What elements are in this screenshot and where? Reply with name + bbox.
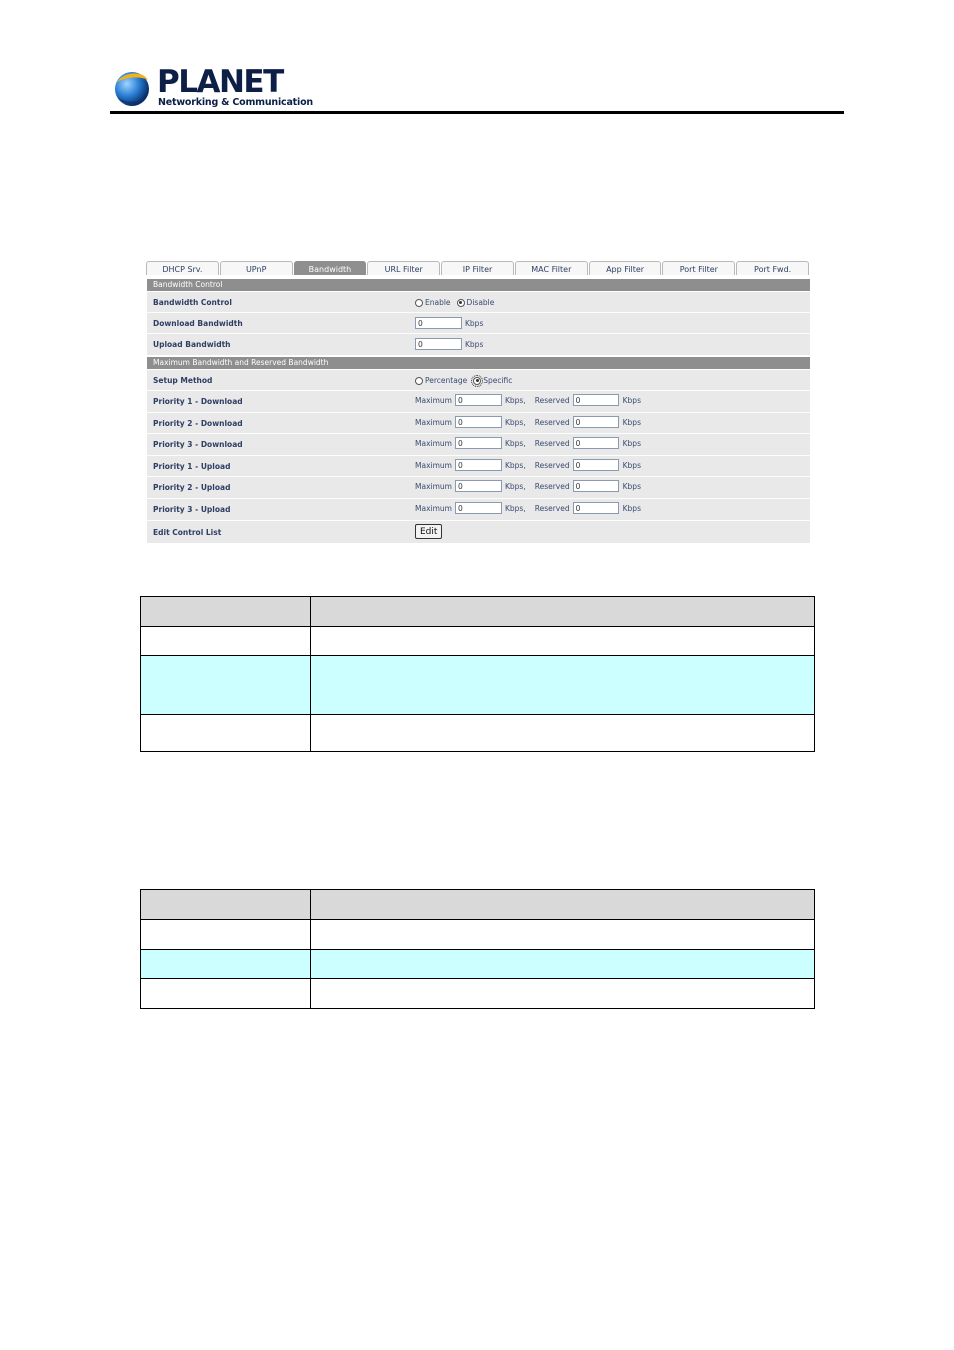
specific-radio[interactable] [473,377,481,385]
row-priority [147,477,810,499]
parameter-table-2 [140,889,815,1009]
reserved-input[interactable] [573,502,619,514]
header-rule [110,111,844,114]
reserved-label: Reserved [534,503,570,513]
table-cell [311,890,815,920]
parameter-table-1 [140,596,815,752]
upload-bandwidth-label: Upload Bandwidth [153,340,231,349]
maximum-label: Maximum [415,481,452,491]
tab-port-fwd[interactable]: Port Fwd. [736,261,809,275]
reserved-label: Reserved [534,460,570,470]
maximum-unit: Kbps, [504,460,526,470]
row-priority [147,499,810,521]
priority-controls [415,416,641,428]
tab-dhcp-srv[interactable]: DHCP Srv. [146,261,219,275]
maximum-input[interactable] [455,437,502,449]
reserved-unit: Kbps [622,460,641,470]
priority-label: Priority 3 - Download [153,440,243,449]
edit-control-list-label: Edit Control List [153,528,222,537]
download-bandwidth-unit: Kbps [465,318,484,328]
row-priority [147,456,810,477]
disable-radio[interactable] [457,299,465,307]
reserved-unit: Kbps [622,395,641,405]
maximum-unit: Kbps, [504,438,526,448]
table-row [141,627,815,656]
reserved-label: Reserved [534,438,570,448]
table-cell [141,597,311,627]
priority-controls [415,459,641,471]
priority-label: Priority 2 - Download [153,419,243,428]
maximum-label: Maximum [415,438,452,448]
reserved-input[interactable] [573,459,619,471]
section-bandwidth-control-header: Bandwidth Control [147,279,810,291]
table-cell [311,656,815,715]
bandwidth-settings-panel [146,261,810,543]
tab-ip-filter[interactable]: IP Filter [441,261,514,275]
reserved-input[interactable] [573,437,619,449]
edit-button[interactable]: Edit [415,524,442,539]
edit-control-list-control [415,524,442,539]
table-cell [311,920,815,950]
row-priority [147,434,810,456]
maximum-label: Maximum [415,395,452,405]
tab-bar [146,261,810,275]
maximum-input[interactable] [455,480,502,492]
tab-app-filter[interactable]: App Filter [589,261,662,275]
reserved-label: Reserved [534,417,570,427]
row-bandwidth-control [147,292,810,313]
download-bandwidth-input[interactable] [415,317,462,329]
table-row [141,715,815,752]
percentage-radio[interactable] [415,377,423,385]
priority-label: Priority 1 - Upload [153,462,231,471]
percentage-radio-label: Percentage [425,376,468,385]
table-row [141,950,815,979]
row-edit-control-list [147,521,810,543]
reserved-unit: Kbps [622,438,641,448]
tab-url-filter[interactable]: URL Filter [367,261,440,275]
maximum-input[interactable] [455,459,502,471]
table-row [141,979,815,1009]
row-setup-method [147,370,810,391]
table-cell [311,979,815,1009]
table-cell [311,627,815,656]
disable-radio-label: Disable [466,298,495,307]
reserved-label: Reserved [534,395,570,405]
table-cell [141,627,311,656]
table-cell [141,920,311,950]
reserved-input[interactable] [573,416,619,428]
row-upload-bandwidth [147,334,810,356]
brand-tagline: Networking & Communication [158,97,313,108]
priority-label: Priority 3 - Upload [153,505,231,514]
table-cell [141,890,311,920]
tab-upnp[interactable]: UPnP [220,261,293,275]
priority-controls [415,502,641,514]
maximum-label: Maximum [415,503,452,513]
priority-label: Priority 2 - Upload [153,483,231,492]
globe-icon [112,68,152,108]
maximum-unit: Kbps, [504,417,526,427]
table-row [141,920,815,950]
tab-mac-filter[interactable]: MAC Filter [515,261,588,275]
download-bandwidth-label: Download Bandwidth [153,319,243,328]
priority-label: Priority 1 - Download [153,397,243,406]
maximum-label: Maximum [415,417,452,427]
tab-bandwidth[interactable]: Bandwidth [294,261,367,275]
reserved-input[interactable] [573,394,619,406]
setup-method-label: Setup Method [153,376,213,385]
row-download-bandwidth [147,313,810,334]
section-max-reserved-header: Maximum Bandwidth and Reserved Bandwidth [147,357,810,369]
upload-bandwidth-input[interactable] [415,338,462,350]
priority-controls [415,394,641,406]
upload-bandwidth-control [415,338,483,350]
reserved-input[interactable] [573,480,619,492]
brand-name: PLANET [157,64,283,100]
planet-logo [112,64,313,112]
reserved-label: Reserved [534,481,570,491]
enable-radio-label: Enable [425,298,451,307]
table-row [141,656,815,715]
maximum-unit: Kbps, [504,395,526,405]
table-cell [141,656,311,715]
enable-radio[interactable] [415,299,423,307]
download-bandwidth-control [415,317,483,329]
maximum-input[interactable] [455,416,502,428]
table-cell [311,715,815,752]
maximum-unit: Kbps, [504,481,526,491]
priority-controls [415,437,641,449]
setup-method-radios [415,376,512,385]
maximum-input[interactable] [455,502,502,514]
row-priority [147,391,810,413]
table-header-row [141,597,815,627]
table-cell [141,979,311,1009]
table-cell [311,950,815,979]
maximum-input[interactable] [455,394,502,406]
table-cell [141,715,311,752]
reserved-unit: Kbps [622,503,641,513]
reserved-unit: Kbps [622,481,641,491]
bandwidth-control-radios [415,298,494,307]
reserved-unit: Kbps [622,417,641,427]
row-priority [147,413,810,434]
table-header-row [141,890,815,920]
bandwidth-control-label: Bandwidth Control [153,298,232,307]
table-cell [141,950,311,979]
specific-radio-label: Specific [483,376,513,385]
priority-controls [415,480,641,492]
upload-bandwidth-unit: Kbps [465,339,484,349]
tab-port-filter[interactable]: Port Filter [662,261,735,275]
maximum-label: Maximum [415,460,452,470]
table-cell [311,597,815,627]
maximum-unit: Kbps, [504,503,526,513]
